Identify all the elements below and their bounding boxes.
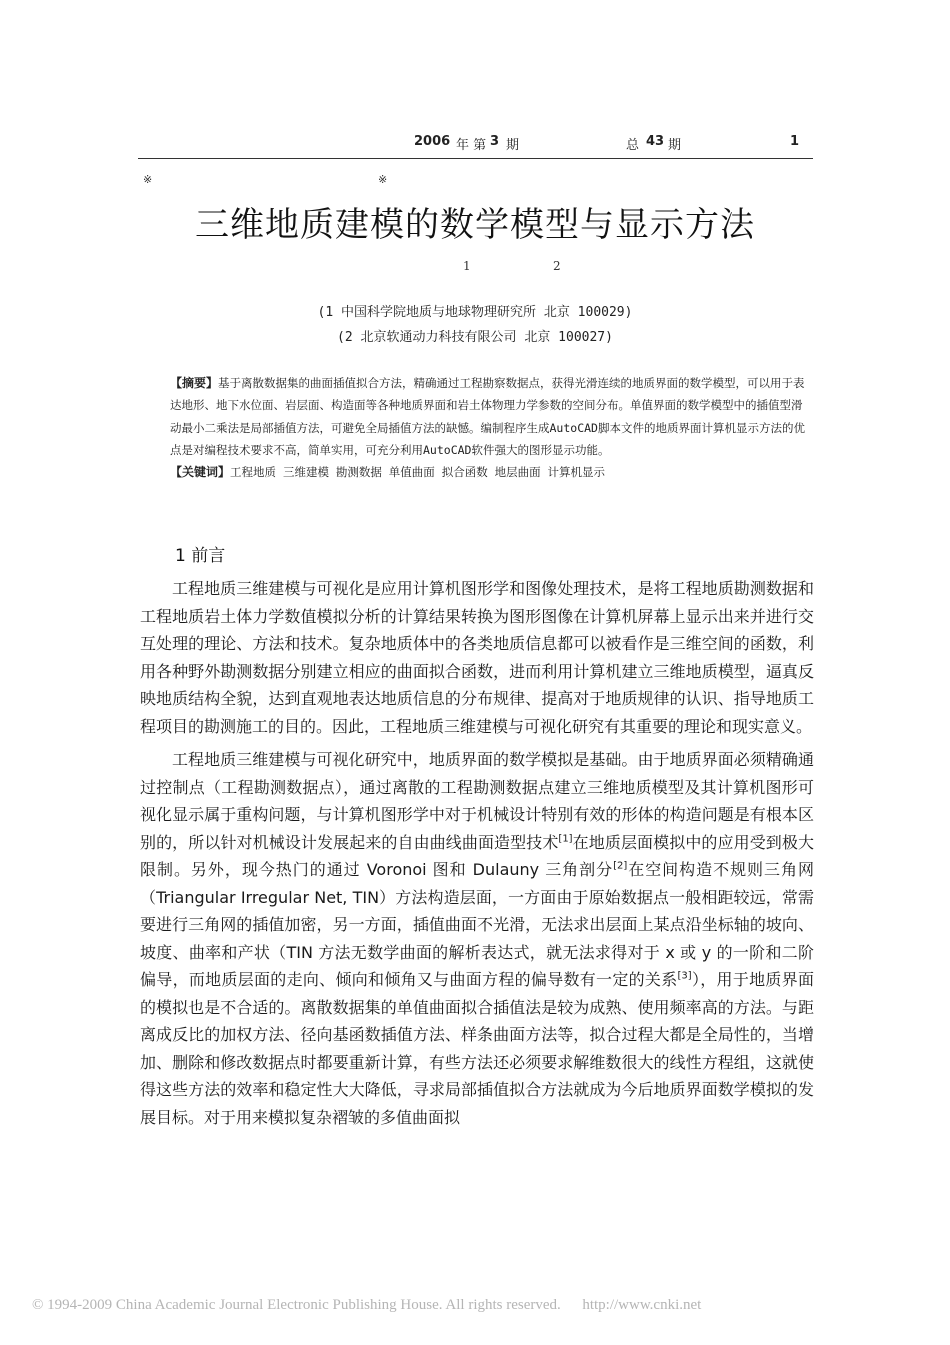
citation: [2] [613,860,628,872]
header-issue: 3 [490,134,500,149]
keywords-label: 【关键词】 [170,465,231,480]
header-year-unit: 年 第 [456,138,487,153]
footer-url: http://www.cnki.net [582,1297,702,1313]
section-heading: 1 前言 [175,546,226,566]
author-superscript: 1 [463,259,471,273]
paper-title: 三维地质建模的数学模型与显示方法 [195,205,755,245]
header-total-unit: 期 [668,138,682,153]
paragraph [140,746,814,1131]
paragraph-text: ），用于地质界面的模拟也是不合适的。离散数据集的单值曲面拟合插值法是较为成熟、使用频率高的方法。与距离成反比的加权方法、径向基函数插值方法、样条曲面方法等，拟合过程大都是全局性的，当增加、删除和修改数据点时都要重新计算，有些方法还必须要求解维数很大的线性方程组，这就使得这些方法的效率和稳定性大大降低，寻求局部插值拟合方法就成为今后地质界面数学模拟的发展目标。对于用来模拟复杂褶皱的多值曲面拟 [140,970,814,1127]
citation: [3] [677,970,692,982]
header-issue-unit: 期 [506,138,520,153]
paragraph-text: 在空间构造不规则三角网（Triangular Irregular Net, TIN）方法构造层面，一方面由于原始数据点一般相距较远，常需要进行三角网的插值加密，另一方面，插值曲面不光滑，无法求出层面上某点沿坐标轴的坡向、坡度、曲率和产状（TIN 方法无数学曲面的解析表达式，就无法求得对于 x 或 y 的一阶和二阶偏导，而地质层面的走向、倾向和倾角又与曲面方程的偏导数有一定的关系 [140,860,814,989]
abstract-label: 【摘要】 [170,376,219,390]
paragraph: 工程地质三维建模与可视化是应用计算机图形学和图像处理技术，是将工程地质勘测数据和工程地质岩土体力学数值模拟分析的计算结果转换为图形图像在计算机屏幕上显示出来并进行交互处理的理论、方法和技术。复杂地质体中的各类地质信息都可以被看作是三维空间的函数，利用各种野外勘测数据分别建立相应的曲面拟合函数，进而利用计算机建立三维地质模型，逼真反映地质结构全貌，达到直观地表达地质信息的分布规律、提高对于地质规律的认识、指导地质工程项目的勘测施工的目的。因此，工程地质三维建模与可视化研究有其重要的理论和现实意义。 [140,579,814,736]
page-number: 1 [790,134,800,149]
keywords-text: 工程地质 三维建模 勘测数据 单值曲面 拟合函数 地层曲面 计算机显示 [230,465,606,480]
header-year: 2006 [414,134,451,149]
header-total-prefix: 总 [626,138,640,153]
abstract-block [170,372,810,483]
abstract-paragraph [170,372,810,461]
footer [32,1297,932,1314]
running-header [138,128,813,159]
author-superscript: 2 [553,259,561,273]
affiliation: (2 北京软通动力科技有限公司 北京 100027) [337,330,613,345]
keywords-line [170,461,810,483]
note-mark: ※ [378,173,388,186]
body-text [140,575,814,1131]
paragraph-text: 在地质层面模拟中的应用受到极大限制。另外，现今热门的通过 Voronoi 图和 Dulauny 三角剖分 [140,832,814,879]
header-total: 43 [646,134,665,149]
citation: [1] [558,833,573,845]
note-mark: ※ [143,173,153,186]
affiliation: (1 中国科学院地质与地球物理研究所 北京 100029) [317,305,633,320]
copyright-text: © 1994-2009 China Academic Journal Electronic Publishing House. All rights reserved. [32,1297,561,1313]
paragraph-text: 工程地质三维建模与可视化研究中，地质界面的数学模拟是基础。由于地质界面必须精确通过控制点（工程勘测数据点），通过离散的工程勘测数据点建立三维地质模型及其计算机图形可视化显示属于重构问题，与计算机图形学中对于机械设计特别有效的形体的构造问题是有根本区别的，所以针对机械设计发展起来的自由曲线曲面造型技术 [140,750,814,852]
abstract-text: 基于离散数据集的曲面插值拟合方法，精确通过工程勘察数据点，获得光滑连续的地质界面的数学模型，可以用于表达地形、地下水位面、岩层面、构造面等各种地质界面和岩土体物理力学参数的空间分布。单值界面的数学模型中的插值型滑动最小二乘法是局部插值方法，可避免全局插值方法的缺憾。编制程序生成AutoCAD脚本文件的地质界面计算机显示方法的优点是对编程技术要求不高，简单实用，可充分利用AutoCAD软件强大的图形显示功能。 [170,376,805,457]
